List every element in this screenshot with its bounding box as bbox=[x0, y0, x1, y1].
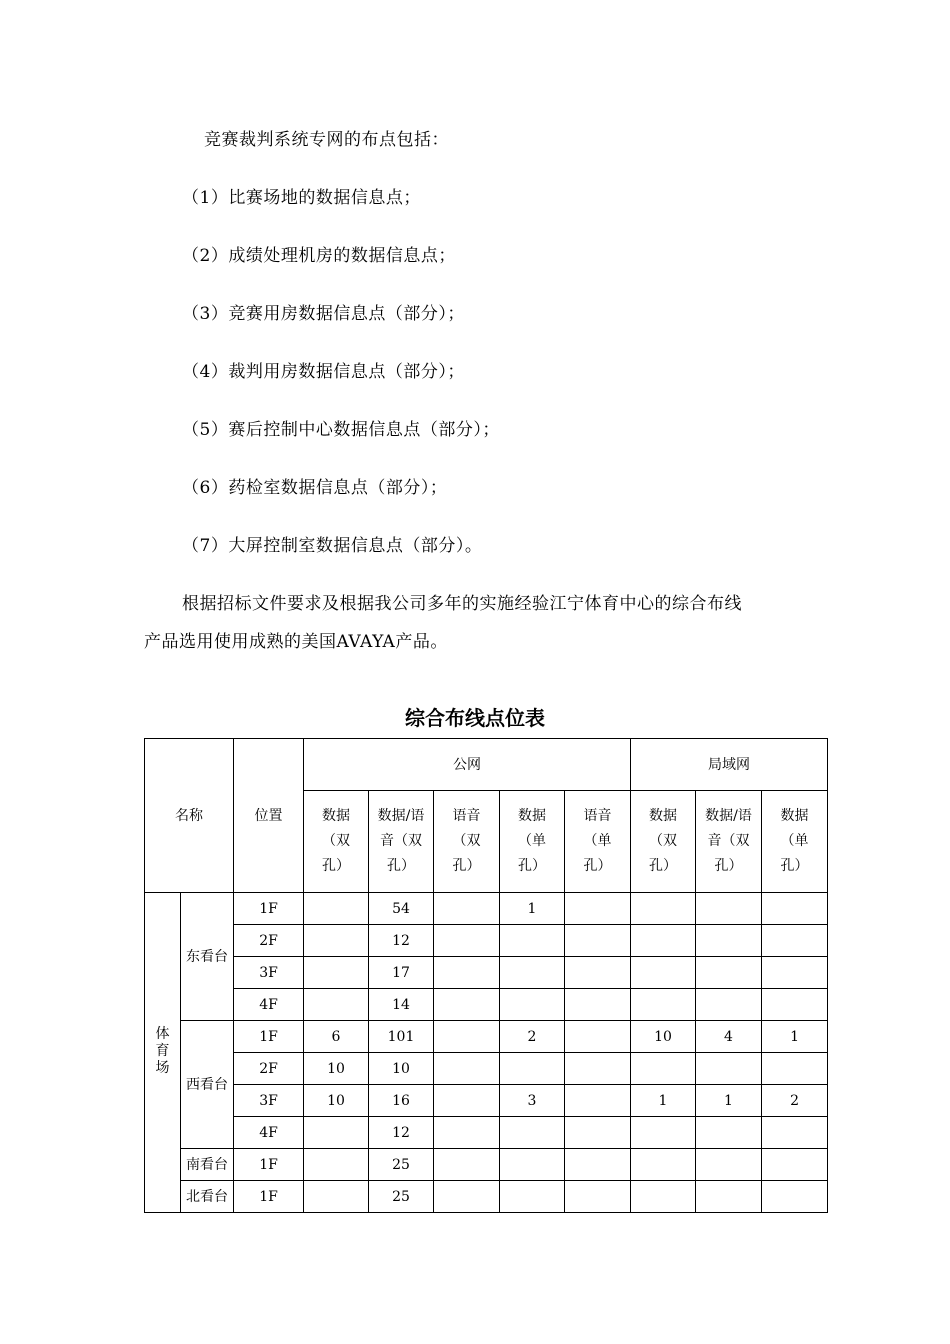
value-cell bbox=[434, 1181, 500, 1213]
table-row bbox=[145, 1181, 828, 1213]
header-name: 名称 bbox=[145, 739, 234, 893]
stand-cell: 西看台 bbox=[181, 1021, 234, 1149]
value-cell bbox=[631, 925, 696, 957]
stand-cell: 南看台 bbox=[181, 1149, 234, 1181]
value-cell bbox=[565, 1021, 631, 1053]
value-cell bbox=[696, 1117, 762, 1149]
list-item: （5）赛后控制中心数据信息点（部分）； bbox=[182, 420, 500, 440]
value-cell: 10 bbox=[631, 1021, 696, 1053]
value-cell bbox=[434, 1149, 500, 1181]
subheader-cell: 数据/语音（双孔） bbox=[696, 791, 762, 893]
value-cell: 1 bbox=[762, 1021, 828, 1053]
value-cell bbox=[762, 1053, 828, 1085]
floor-cell: 4F bbox=[234, 989, 304, 1021]
value-cell bbox=[696, 1181, 762, 1213]
value-cell bbox=[500, 989, 565, 1021]
cabling-table bbox=[144, 738, 828, 1213]
value-cell: 101 bbox=[369, 1021, 434, 1053]
value-cell bbox=[631, 989, 696, 1021]
value-cell bbox=[434, 1117, 500, 1149]
table-row bbox=[145, 957, 828, 989]
floor-cell: 4F bbox=[234, 1117, 304, 1149]
table-caption: 综合布线点位表 bbox=[405, 706, 545, 730]
list-item: （2）成绩处理机房的数据信息点； bbox=[182, 246, 456, 266]
value-cell: 10 bbox=[369, 1053, 434, 1085]
value-cell bbox=[631, 893, 696, 925]
value-cell bbox=[500, 1053, 565, 1085]
intro-text: 竞赛裁判系统专网的布点包括： bbox=[204, 130, 449, 150]
value-cell: 2 bbox=[762, 1085, 828, 1117]
value-cell bbox=[500, 925, 565, 957]
subheader-cell: 数据/语音（双孔） bbox=[369, 791, 434, 893]
value-cell bbox=[500, 957, 565, 989]
value-cell bbox=[304, 925, 369, 957]
value-cell: 16 bbox=[369, 1085, 434, 1117]
value-cell bbox=[762, 1181, 828, 1213]
value-cell: 14 bbox=[369, 989, 434, 1021]
value-cell bbox=[565, 893, 631, 925]
floor-cell: 2F bbox=[234, 925, 304, 957]
value-cell bbox=[762, 893, 828, 925]
value-cell bbox=[500, 1181, 565, 1213]
value-cell bbox=[434, 893, 500, 925]
value-cell bbox=[500, 1117, 565, 1149]
value-cell bbox=[696, 1053, 762, 1085]
value-cell bbox=[304, 893, 369, 925]
floor-cell: 3F bbox=[234, 1085, 304, 1117]
value-cell bbox=[696, 989, 762, 1021]
value-cell: 3 bbox=[500, 1085, 565, 1117]
value-cell: 25 bbox=[369, 1149, 434, 1181]
paragraph-line: 根据招标文件要求及根据我公司多年的实施经验江宁体育中心的综合布线 bbox=[182, 594, 742, 614]
table-row bbox=[145, 925, 828, 957]
table-row bbox=[145, 989, 828, 1021]
table-row bbox=[145, 1021, 828, 1053]
value-cell bbox=[631, 1149, 696, 1181]
value-cell: 2 bbox=[500, 1021, 565, 1053]
value-cell: 10 bbox=[304, 1085, 369, 1117]
value-cell: 1 bbox=[696, 1085, 762, 1117]
subheader-cell: 数据（双孔） bbox=[631, 791, 696, 893]
value-cell: 54 bbox=[369, 893, 434, 925]
table-row bbox=[145, 1149, 828, 1181]
value-cell bbox=[434, 925, 500, 957]
value-cell: 1 bbox=[631, 1085, 696, 1117]
value-cell: 6 bbox=[304, 1021, 369, 1053]
value-cell bbox=[565, 1053, 631, 1085]
value-cell bbox=[304, 1117, 369, 1149]
value-cell bbox=[631, 1117, 696, 1149]
value-cell bbox=[565, 989, 631, 1021]
subheader-cell: 数据（单孔） bbox=[762, 791, 828, 893]
value-cell: 4 bbox=[696, 1021, 762, 1053]
value-cell bbox=[565, 1117, 631, 1149]
floor-cell: 3F bbox=[234, 957, 304, 989]
value-cell bbox=[762, 989, 828, 1021]
table-row bbox=[145, 1085, 828, 1117]
stand-cell: 北看台 bbox=[181, 1181, 234, 1213]
paragraph-line: 产品选用使用成熟的美国AVAYA产品。 bbox=[144, 632, 448, 652]
value-cell bbox=[696, 957, 762, 989]
value-cell bbox=[434, 989, 500, 1021]
value-cell bbox=[565, 957, 631, 989]
stand-cell: 东看台 bbox=[181, 893, 234, 1021]
value-cell bbox=[434, 1085, 500, 1117]
list-item: （7）大屏控制室数据信息点（部分）。 bbox=[182, 536, 483, 556]
value-cell bbox=[762, 1117, 828, 1149]
list-item: （1）比赛场地的数据信息点； bbox=[182, 188, 421, 208]
value-cell bbox=[565, 925, 631, 957]
value-cell bbox=[500, 1149, 565, 1181]
value-cell bbox=[696, 925, 762, 957]
value-cell bbox=[304, 1181, 369, 1213]
table-row bbox=[145, 893, 828, 925]
value-cell bbox=[304, 1149, 369, 1181]
value-cell bbox=[631, 1053, 696, 1085]
subheader-cell: 语音（单孔） bbox=[565, 791, 631, 893]
value-cell bbox=[434, 1021, 500, 1053]
subheader-cell: 数据（单孔） bbox=[500, 791, 565, 893]
value-cell: 10 bbox=[304, 1053, 369, 1085]
floor-cell: 1F bbox=[234, 1181, 304, 1213]
floor-cell: 1F bbox=[234, 893, 304, 925]
value-cell bbox=[762, 1149, 828, 1181]
floor-cell: 1F bbox=[234, 1149, 304, 1181]
value-cell bbox=[304, 957, 369, 989]
value-cell bbox=[696, 893, 762, 925]
value-cell: 25 bbox=[369, 1181, 434, 1213]
value-cell bbox=[434, 1053, 500, 1085]
header-lan: 局域网 bbox=[631, 739, 828, 791]
value-cell bbox=[762, 925, 828, 957]
value-cell: 12 bbox=[369, 925, 434, 957]
value-cell: 1 bbox=[500, 893, 565, 925]
header-public-network: 公网 bbox=[304, 739, 631, 791]
value-cell bbox=[565, 1085, 631, 1117]
venue-cell: 体育场 bbox=[145, 893, 181, 1213]
value-cell bbox=[434, 957, 500, 989]
header-location: 位置 bbox=[234, 739, 304, 893]
value-cell: 12 bbox=[369, 1117, 434, 1149]
value-cell bbox=[631, 1181, 696, 1213]
value-cell bbox=[696, 1149, 762, 1181]
table-row bbox=[145, 1117, 828, 1149]
value-cell: 17 bbox=[369, 957, 434, 989]
list-item: （3）竞赛用房数据信息点（部分）； bbox=[182, 304, 465, 324]
floor-cell: 1F bbox=[234, 1021, 304, 1053]
value-cell bbox=[565, 1181, 631, 1213]
list-item: （4）裁判用房数据信息点（部分）； bbox=[182, 362, 465, 382]
floor-cell: 2F bbox=[234, 1053, 304, 1085]
value-cell bbox=[565, 1149, 631, 1181]
value-cell bbox=[762, 957, 828, 989]
table-row bbox=[145, 1053, 828, 1085]
subheader-cell: 数据（双孔） bbox=[304, 791, 369, 893]
subheader-cell: 语音（双孔） bbox=[434, 791, 500, 893]
list-item: （6）药检室数据信息点（部分）； bbox=[182, 478, 448, 498]
value-cell bbox=[304, 989, 369, 1021]
value-cell bbox=[631, 957, 696, 989]
